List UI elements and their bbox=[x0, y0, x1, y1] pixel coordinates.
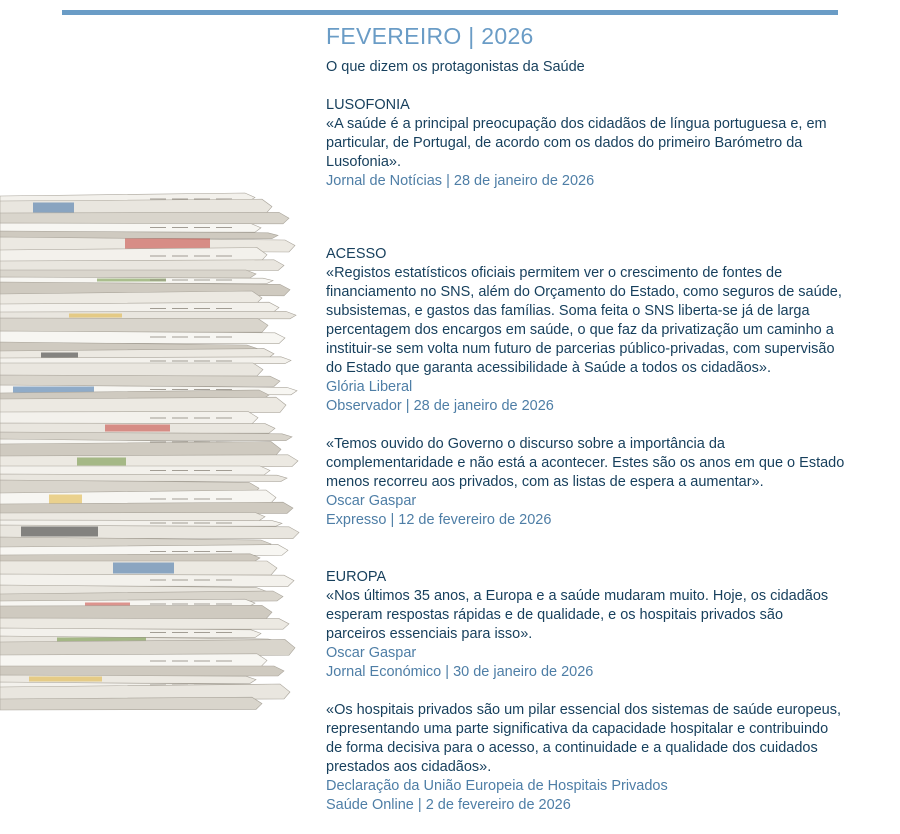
page-subtitle: O que dizem os protagonistas da Saúde bbox=[326, 59, 585, 75]
quote-source: Jornal Económico | 30 de janeiro de 2026 bbox=[326, 664, 594, 680]
quote-text: «A saúde é a principal preocupação dos cidadãos de língua portuguesa e, em particular, de Portugal, de acordo com os dados do primeiro Barómetro da Lusofonia». bbox=[326, 116, 827, 170]
section-heading: LUSOFONIA bbox=[326, 97, 410, 113]
top-divider bbox=[62, 10, 838, 15]
quote-text: «Registos estatísticos oficiais permitem ver o crescimento de fontes de financiamento no SNS, além do Orçamento do Estado, como seguros de saúde, subsistemas, e gastos das famílias. Soma feita o SNS liberta-se já de larga percentagem dos encargos em saúde, o que faz da privatização um caminho a instituir-se sem volta num futuro de parcerias público-privadas, com supervisão do Estado que garanta acessibilidade à Saúde a todos os cidadãos». bbox=[326, 265, 842, 376]
quote-author: Declaração da União Europeia de Hospitais Privados bbox=[326, 778, 668, 794]
quote-block bbox=[326, 115, 846, 191]
section-acesso bbox=[326, 245, 846, 530]
quote-text: «Temos ouvido do Governo o discurso sobre a importância da complementaridade e não está a acontecer. Estes são os anos em que o Estado menos recorreu aos privados, com as listas de espera a aumentar». bbox=[326, 436, 845, 490]
quote-source: Observador | 28 de janeiro de 2026 bbox=[326, 398, 554, 414]
section-lusofonia bbox=[326, 96, 846, 191]
newsletter-content bbox=[326, 22, 846, 834]
quote-author: Glória Liberal bbox=[326, 379, 413, 395]
quote-block bbox=[326, 587, 846, 682]
quote-source: Jornal de Notícias | 28 de janeiro de 2026 bbox=[326, 173, 595, 189]
quote-block bbox=[326, 264, 846, 416]
newspaper-stack-icon bbox=[0, 188, 305, 713]
quote-source: Expresso | 12 de fevereiro de 2026 bbox=[326, 512, 552, 528]
quote-author: Oscar Gaspar bbox=[326, 493, 417, 509]
section-europa bbox=[326, 568, 846, 815]
section-heading: ACESSO bbox=[326, 246, 387, 262]
section-heading: EUROPA bbox=[326, 569, 387, 585]
page-title: FEVEREIRO | 2026 bbox=[326, 23, 534, 49]
quote-block bbox=[326, 701, 846, 815]
quote-author: Oscar Gaspar bbox=[326, 645, 417, 661]
quote-block bbox=[326, 435, 846, 530]
quote-source: Saúde Online | 2 de fevereiro de 2026 bbox=[326, 797, 571, 813]
quote-text: «Nos últimos 35 anos, a Europa e a saúde mudaram muito. Hoje, os cidadãos esperam respostas rápidas e de qualidade, e os hospitais privados são parceiros essenciais para isso». bbox=[326, 588, 829, 642]
quote-text: «Os hospitais privados são um pilar essencial dos sistemas de saúde europeus, representando uma parte significativa da capacidade hospitalar e contribuindo de forma decisiva para o acesso, a continuidade e a qualidade dos cuidados prestados aos cidadãos». bbox=[326, 702, 842, 775]
